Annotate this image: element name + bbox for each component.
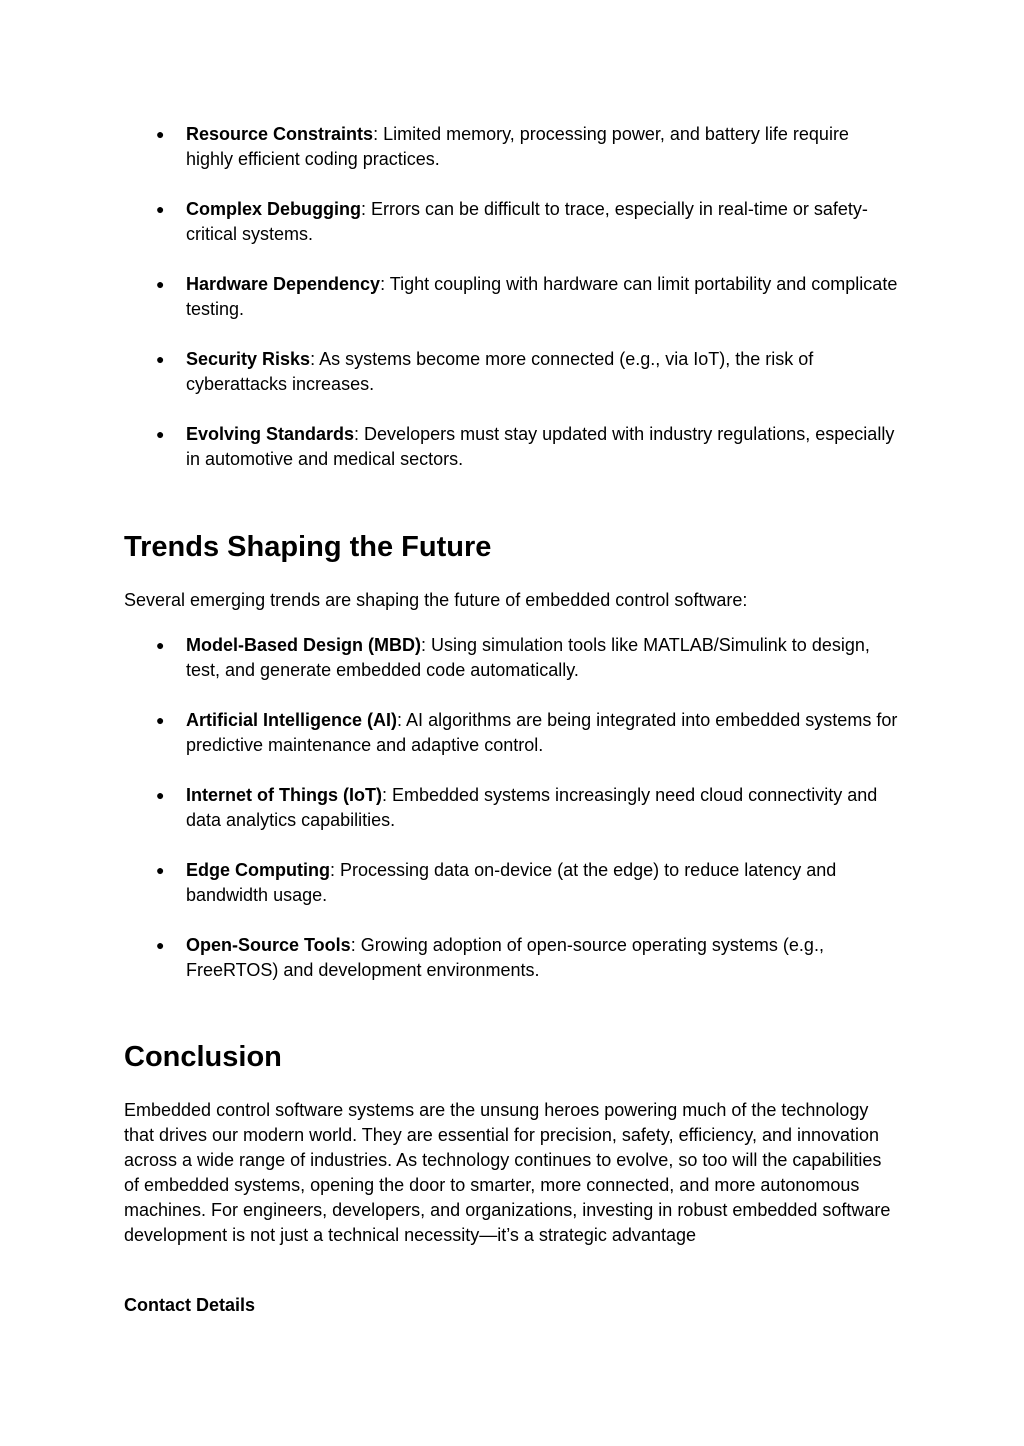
list-item-term: Internet of Things (IoT) (186, 785, 382, 805)
list-item-text: : Limited memory, processing power, and battery life require highly efficient coding practices. (186, 124, 849, 169)
challenges-list (0, 122, 1024, 472)
list-item-text: : Processing data on-device (at the edge) to reduce latency and bandwidth usage. (186, 860, 837, 905)
list-item (0, 858, 898, 908)
list-item-text: : Errors can be difficult to trace, especially in real-time or safety-critical systems. (186, 199, 868, 244)
bullet-icon: ● (156, 276, 165, 292)
trends-list (0, 633, 1024, 983)
list-item-text: : Embedded systems increasingly need cloud connectivity and data analytics capabilities. (186, 785, 878, 830)
list-item-term: Resource Constraints (186, 124, 374, 144)
bullet-icon: ● (156, 712, 165, 728)
list-item (0, 783, 898, 833)
bullet-icon: ● (156, 862, 165, 878)
section-heading-trends: Trends Shaping the Future (124, 531, 492, 563)
bullet-icon: ● (156, 637, 165, 653)
conclusion-paragraph: Embedded control software systems are the unsung heroes powering much of the technology that drives our modern world. They are essential for precision, safety, efficiency, and innovation across a wide range of industries. As technology continues to evolve, so too will the capabilities of embedded systems, opening the door to smarter, more connected, and more autonomous machines. For engineers, developers, and organizations, investing in robust embedded software development is not just a technical necessity—it’s a strategic advantage (124, 1100, 891, 1245)
list-item-text: : Developers must stay updated with industry regulations, especially in automotive and medical sectors. (186, 424, 895, 469)
contact-details-heading: Contact Details (124, 1295, 256, 1315)
list-item-term: Evolving Standards (186, 424, 355, 444)
list-item (0, 347, 898, 397)
section-heading-conclusion: Conclusion (124, 1041, 282, 1073)
bullet-icon: ● (156, 351, 165, 367)
list-item (0, 197, 898, 247)
list-item (0, 422, 898, 472)
list-item (0, 122, 898, 172)
list-item-term: Security Risks (186, 349, 311, 369)
list-item (0, 933, 898, 983)
list-item (0, 272, 898, 322)
list-item-text: : AI algorithms are being integrated into embedded systems for predictive maintenance and adaptive control. (186, 710, 898, 755)
list-item-term: Hardware Dependency (186, 274, 381, 294)
list-item-term: Open-Source Tools (186, 935, 351, 955)
bullet-icon: ● (156, 201, 165, 217)
trends-intro: Several emerging trends are shaping the future of embedded control software: (124, 590, 748, 610)
list-item-text: : Growing adoption of open-source operating systems (e.g., FreeRTOS) and development environments. (186, 935, 824, 980)
bullet-icon: ● (156, 937, 165, 953)
list-item (0, 633, 898, 683)
list-item-text: : As systems become more connected (e.g., via IoT), the risk of cyberattacks increases. (186, 349, 814, 394)
list-item-text: : Using simulation tools like MATLAB/Simulink to design, test, and generate embedded code automatically. (186, 635, 870, 680)
list-item-term: Artificial Intelligence (AI) (186, 710, 398, 730)
list-item-term: Edge Computing (186, 860, 330, 880)
list-item-text: : Tight coupling with hardware can limit portability and complicate testing. (186, 274, 898, 319)
list-item-term: Model-Based Design (MBD) (186, 635, 422, 655)
bullet-icon: ● (156, 787, 165, 803)
list-item (0, 708, 898, 758)
list-item-term: Complex Debugging (186, 199, 361, 219)
bullet-icon: ● (156, 126, 165, 142)
bullet-icon: ● (156, 426, 165, 442)
